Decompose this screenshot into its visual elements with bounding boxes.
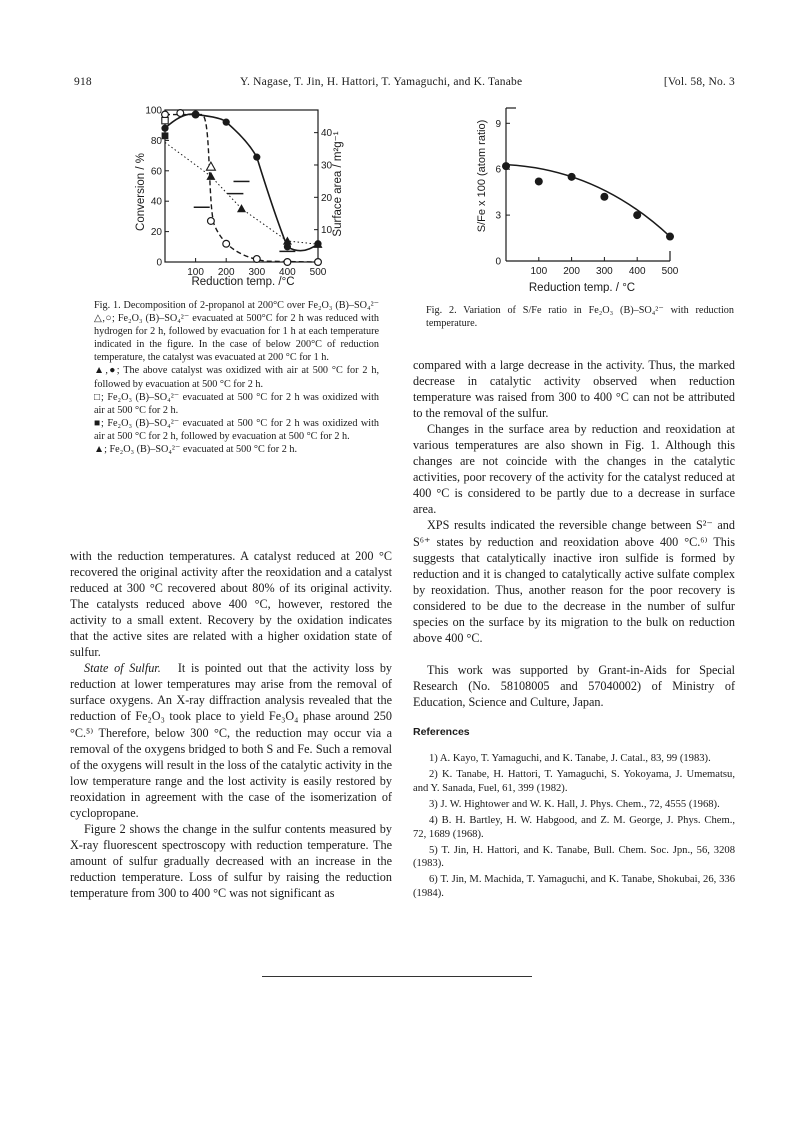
fig1-point-open-circle (177, 110, 184, 117)
fig1-y-tick-label: 40 (150, 196, 162, 208)
figure-2-chart (470, 98, 680, 293)
fig1-point-filled-triangle (206, 172, 215, 180)
fig1-caption-item: ■; Fe₂O₃ (B)–SO₄²⁻ evacuated at 500 °C for 2 h was oxidized with air at 500 °C for 2 h, followed by evacuation at 500 °C for 2 h. (94, 417, 379, 442)
fig2-point (600, 193, 608, 201)
fig1-point-filled-circle (192, 111, 199, 118)
fig2-ylabel: S/Fe x 100 (atom ratio) (476, 119, 488, 233)
fig2-point (633, 211, 641, 219)
reference-item: 5) T. Jin, H. Hattori, and K. Tanabe, Bull. Chem. Soc. Jpn., 56, 3208 (1983). (413, 844, 735, 870)
paragraph-text: It is pointed out that the activity loss by reduction at lower temperatures may arise from the removal of surface oxygens. An X-ray diffraction analysis revealed that the reduction of Fe₂O₃ took place to yield Fe₃O₄ phase around 250 °C.⁵⁾ Therefore, below 300 °C, the reduction may occur via a removal of the oxygens bridged to both S and Fe. Such a removal of the oxygens will result in the loss of the catalytic activity in the low temperature range and the lost activity is easily restored by reoxidation in agreement with the case of the isomerization of cyclopropane. (70, 661, 393, 820)
reference-item: 6) T. Jin, M. Machida, T. Yamaguchi, and K. Tanabe, Shokubai, 26, 336 (1984). (413, 874, 735, 899)
fig1-point-filled-circle (161, 125, 168, 132)
paragraph: with the reduction temperatures. A catalyst reduced at 200 °C recovered the original activity after the reoxidation and a catalyst reduced at 300 °C recovered about 80% of its original activity. The catalysts reduced above 400 °C, however, restored the activity to a small extent. Recovery by the oxidation indicates that the active sites are related with a higher oxidation state of sulfur. (70, 549, 392, 660)
fig1-x-tick-label: 200 (217, 267, 235, 278)
left-column (70, 548, 392, 901)
fig1-y-tick-label: 60 (150, 166, 162, 178)
fig2-point (568, 173, 576, 181)
fig1-y-tick-label: 20 (150, 227, 162, 239)
paragraph (70, 660, 392, 820)
fig2-x-tick-label: 400 (628, 266, 646, 277)
fig2-x-tick-label: 300 (596, 266, 613, 277)
reference-item: 4) B. H. Bartley, H. W. Habgood, and Z. M. George, J. Phys. Chem., 72, 1689 (1968). (413, 815, 735, 840)
fig1-caption-item: ▲; Fe₂O₃ (B)–SO₄²⁻ evacuated at 500 °C for 2 h. (94, 444, 297, 456)
fig1-point-open-triangle (206, 162, 215, 170)
fig2-curve (506, 165, 670, 237)
fig1-point-open-square (162, 117, 168, 123)
fig1-point-filled-square (162, 132, 169, 139)
figure-1-chart (120, 98, 350, 293)
fig2-x-tick-label: 200 (563, 266, 580, 277)
paragraph: XPS results indicated the reversible change between S²⁻ and S⁶⁺ states by reduction and reoxidation above 400 °C.⁶⁾ This suggests that catalytically inactive iron sulfide is formed by reduction and it is changed to catalytically active sulfate complex by reoxidation. Thus, another reason for the poor recovery is considered to be due to the decrease in the number of sulfur species on the surface by its migration to the bulk on reduction above 400 °C. (413, 518, 735, 645)
fig1-x-tick-label: 500 (309, 267, 327, 278)
acknowledgement: This work was supported by Grant-in-Aids for Special Research (No. 58108005 and 57040002) of Ministry of Education, Science and Culture, Japan. (413, 662, 735, 709)
fig1-point-open-circle (253, 256, 260, 263)
figure-1-caption (94, 299, 379, 456)
reference-item: 1) A. Kayo, T. Yamaguchi, and K. Tanabe, J. Catal., 83, 99 (1983). (429, 753, 711, 765)
references-list (413, 752, 735, 900)
fig1-y-tick-label: 0 (156, 257, 162, 269)
fig1-y2-tick-label: 30 (321, 160, 333, 172)
fig1-point-open-circle (315, 259, 322, 266)
fig1-caption-text: Decomposition of 2-propanol at 200°C over Fe₂O₃ (B)–SO₄²⁻ △,○; Fe₂O₃ (B)–SO₄²⁻ evacuated at 500°C for 2 h was reduced with hydrogen for 2 h, followed by evacuation for 1 h at each temperature indicated in the figure. In the case of below 200°C of reduction temperature, the catalyst was evacuated at 200 °C for 1 h. (94, 300, 379, 364)
fig2-y-tick-label: 0 (495, 256, 501, 268)
reference-item: 2) K. Tanabe, H. Hattori, T. Yamaguchi, S. Yokoyama, J. Umematsu, and Y. Sanada, Fuel, 61, 399 (1982). (413, 769, 735, 794)
fig1-point-open-circle (208, 218, 215, 225)
fig1-y-tick-label: 100 (145, 105, 162, 117)
fig1-x-tick-label: 100 (187, 267, 204, 278)
fig2-point (535, 177, 543, 185)
fig2-x-tick-label: 100 (530, 266, 548, 277)
fig1-point-open-circle (223, 240, 230, 247)
volume-info: [Vol. 58, No. 3 (663, 76, 735, 88)
fig1-x-tick-label: 300 (248, 267, 266, 278)
fig1-point-open-circle (284, 259, 291, 266)
fig2-point (502, 162, 510, 170)
running-authors: Y. Nagase, T. Jin, H. Hattori, T. Yamaguchi, and K. Tanabe (240, 76, 523, 88)
section-heading: State of Sulfur. (84, 661, 161, 676)
fig1-caption-item: □; Fe₂O₃ (B)–SO₄²⁻ evacuated at 500 °C for 2 h was oxidized with air at 500 °C for 2 h. (94, 391, 379, 416)
fig2-y-tick-label: 3 (495, 210, 501, 222)
fig2-point (666, 233, 674, 241)
fig1-point-filled-circle (253, 154, 260, 161)
fig1-x-tick-label: 400 (279, 267, 296, 278)
fig1-ylabel-right: Surface area / m²g⁻¹ (332, 131, 344, 237)
fig1-y2-tick-label: 20 (321, 192, 333, 204)
fig2-y-tick-label: 6 (495, 164, 501, 176)
paragraph: compared with a large decrease in the activity. Thus, the marked decrease in catalytic activity observed when reduction temperature was raised from 300 to 400 °C can not be attributed to the removal of the sulfur. (413, 358, 735, 421)
figure-2-caption: Fig. 2. Variation of S/Fe ratio in Fe₂O₃ (B)–SO₄²⁻ with reduction temperature. (426, 305, 734, 330)
reference-item: 3) J. W. Hightower and W. K. Hall, J. Phys. Chem., 72, 4555 (1968). (429, 798, 720, 810)
fig2-x-tick-label: 500 (661, 266, 679, 277)
page-number: 918 (74, 76, 92, 88)
fig1-y2-tick-label: 10 (321, 225, 333, 237)
fig1-caption-item: ▲,●; The above catalyst was oxidized with air at 500 °C for 2 h, followed by evacuation at 500 °C for 2 h. (94, 365, 379, 390)
fig1-curve-filled (165, 114, 318, 251)
paragraph: Changes in the surface area by reduction and reoxidation at various temperatures are also shown in Fig. 1. Although this changes are not coincide with the changes in the catalytic activities, poor recovery of the activity for the catalyst reduced at 400 °C is considered to be partly due to a decrease in surface area. (413, 422, 735, 517)
fig1-y2-tick-label: 40 (321, 128, 333, 140)
fig1-caption-main (94, 299, 379, 364)
fig1-ylabel-left: Conversion / % (135, 153, 147, 231)
fig1-plot-frame (165, 110, 318, 262)
references-title: References (413, 725, 470, 738)
bottom-rule (262, 976, 532, 977)
fig2-y-tick-label: 9 (495, 118, 501, 130)
fig1-caption-lead: Fig. 1. (94, 300, 121, 311)
paragraph: Figure 2 shows the change in the sulfur contents measured by X-ray fluorescent spectroscopy with reduction temperature. The amount of sulfur gradually decreased with an increase in the reduction temperature. Loss of sulfur by raising the reduction temperature from 300 to 400 °C was not significant as (70, 821, 392, 900)
fig1-y-tick-label: 80 (150, 135, 162, 147)
right-column (413, 357, 735, 903)
fig2-xlabel: Reduction temp. / °C (528, 282, 636, 293)
fig1-point-filled-circle (223, 119, 230, 126)
fig1-xlabel: Reduction temp. /°C (191, 276, 295, 288)
